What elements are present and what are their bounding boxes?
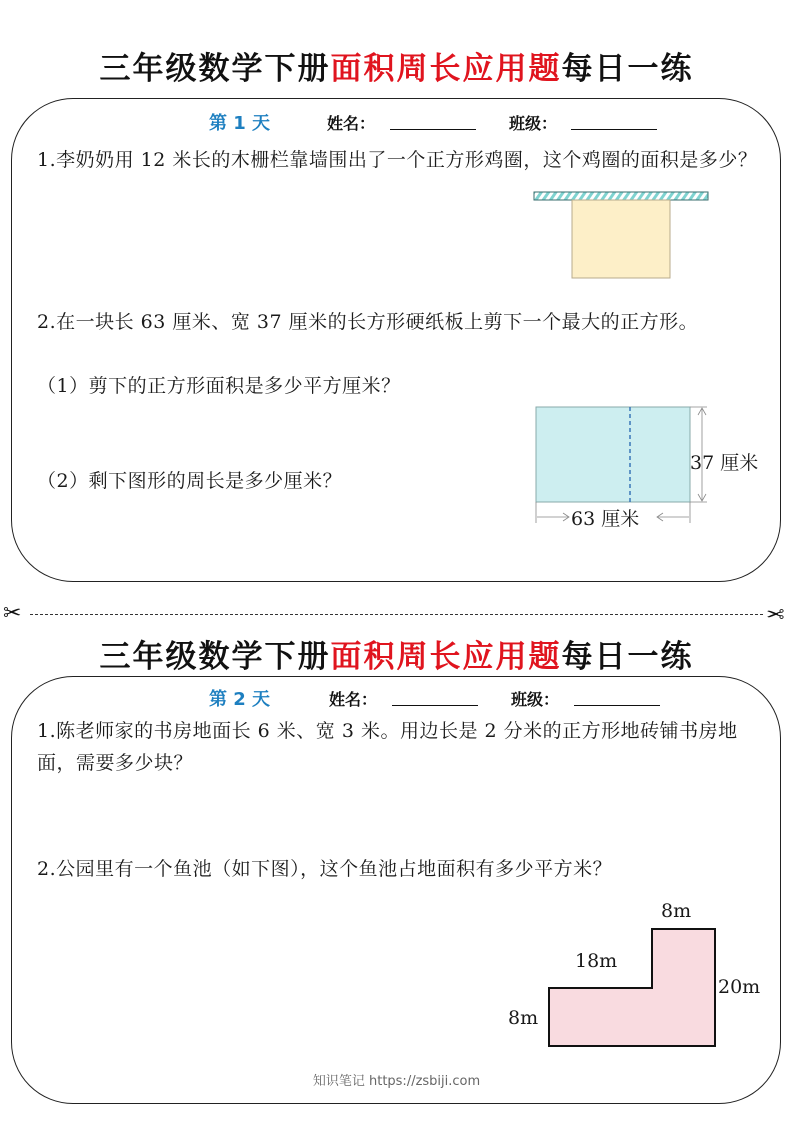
pond-top-label: 8m [661,900,692,922]
wall-shape [534,192,708,200]
chicken-coop-figure [533,191,711,283]
sheet1-header-row [12,109,780,135]
question-2: 2.公园里有一个鱼池（如下图），这个鱼池占地面积有多少平方米？ [37,858,613,880]
sheet2-card [11,676,781,1104]
question-2: 2.在一块长 63 厘米、宽 37 厘米的长方形硬纸板上剪下一个最大的正方形。 [37,311,699,333]
sheet1-card [11,98,781,582]
scissors-icon: ✂ [3,601,22,626]
pond-left-label: 8m [508,1007,539,1029]
scissors-icon: ✂ [766,603,785,628]
day-label: 第 2 天 [209,689,271,710]
question-2-part-1: （1）剪下的正方形面积是多少平方厘米？ [37,375,401,397]
watermark: 知识笔记 https://zsbiji.com [312,1074,481,1089]
pond-step-label: 18m [575,950,618,972]
cut-line [30,614,763,615]
sheet2-title [0,637,793,677]
board-rectangle [536,407,690,502]
sheet1-title [0,49,793,89]
square-coop-shape [572,200,670,278]
name-label: 姓名： [327,114,376,133]
question-2-part-2: （2）剩下图形的周长是多少厘米？ [37,470,343,492]
name-field[interactable] [392,687,478,706]
class-field[interactable] [571,111,657,130]
l-shaped-pond [549,929,715,1046]
question-1: 1.陈老师家的书房地面长 6 米、宽 3 米。用边长是 2 分米的正方形地砖铺书房地面，需要多少块？ [37,720,738,774]
title-suffix: 每日一练 [561,51,694,87]
title-prefix: 三年级数学下册 [99,51,331,87]
sheet2-header-row [12,685,780,711]
title-highlight: 面积周长应用题 [330,639,562,675]
board-height-label: 37 厘米 [690,452,759,474]
class-label: 班级： [511,690,560,709]
board-width-label: 63 厘米 [571,508,640,530]
title-prefix: 三年级数学下册 [99,639,331,675]
pond-right-label: 20m [718,976,761,998]
title-suffix: 每日一练 [561,639,694,675]
day-label: 第 1 天 [209,113,271,134]
fish-pond-figure [547,927,717,1051]
question-1: 1.李奶奶用 12 米长的木栅栏靠墙围出了一个正方形鸡圈，这个鸡圈的面积是多少？ [37,149,758,171]
class-field[interactable] [574,687,660,706]
name-label: 姓名： [329,690,378,709]
title-highlight: 面积周长应用题 [330,51,562,87]
class-label: 班级： [509,114,558,133]
name-field[interactable] [390,111,476,130]
